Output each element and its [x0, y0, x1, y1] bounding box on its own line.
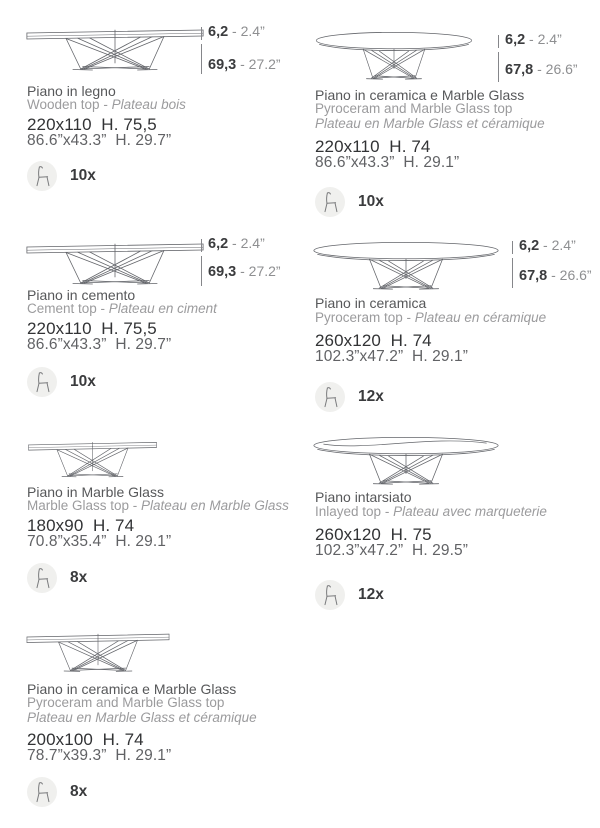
dimension-cm: 69,3 [208, 57, 237, 73]
size-imperial: 78.7”x39.3” H. 29.1” [27, 747, 172, 764]
chair-side-view-icon [27, 563, 57, 593]
product-name: Piano in ceramica e Marble Glass [27, 681, 237, 697]
seating-capacity [315, 382, 384, 412]
size-metric: 180x90 H. 74 [27, 516, 135, 535]
product-card-piano-in-ceramica [310, 236, 598, 436]
size-imperial: 86.6”x43.3” H. 29.7” [27, 132, 172, 149]
product-name: Piano in ceramica [315, 295, 427, 311]
subtitle-french: Plateau avec marqueterie [393, 504, 547, 519]
dimension-cm: 6,2 [208, 236, 229, 252]
dimension-inch: - 27.2” [236, 56, 281, 72]
chair-side-view-icon [315, 580, 345, 610]
rectangular-table-drawing [22, 18, 208, 76]
chair-badge [315, 580, 345, 610]
chair-side-view-icon [315, 382, 345, 412]
size-metric: 260x120 H. 74 [315, 331, 432, 350]
chair-side-view-icon [27, 777, 57, 807]
base-height-dimension [519, 268, 592, 284]
seat-count: 10x [70, 373, 96, 390]
seating-capacity [27, 367, 96, 397]
rectangular-table-drawing [23, 623, 173, 677]
product-subtitle: Inlayed top - Plateau avec marqueterie [315, 504, 547, 519]
dimension-cm: 6,2 [208, 24, 229, 40]
seat-count: 8x [70, 783, 88, 800]
chair-badge [315, 382, 345, 412]
top-thickness-dimension [208, 236, 265, 252]
size-imperial: 102.3”x47.2” H. 29.5” [315, 542, 468, 559]
dimension-inch: - 27.2” [236, 263, 281, 279]
subtitle-french-line2: Plateau en Marble Glass et céramique [315, 116, 545, 131]
product-subtitle [27, 696, 224, 710]
product-name: Piano in legno [27, 83, 116, 99]
base-height-dimension [208, 57, 281, 73]
dimension-annotation [198, 23, 288, 106]
dimension-line-icon [495, 35, 503, 83]
subtitle-french: Plateau en Marble Glass [141, 498, 289, 513]
seat-count: 12x [358, 586, 384, 603]
product-name: Piano in ceramica e Marble Glass [315, 87, 525, 103]
size-imperial: 86.6”x43.3” H. 29.7” [27, 336, 172, 353]
oval-table-drawing [310, 238, 502, 294]
seating-capacity [27, 563, 87, 593]
product-card-piano-in-ceramica-e-marble-glass-left [23, 621, 303, 821]
chair-side-view-icon [27, 367, 57, 397]
product-card-piano-in-cemento [22, 230, 302, 430]
product-card-piano-in-legno [22, 18, 302, 218]
dimension-line-icon [198, 27, 206, 75]
dimension-inch: - 2.4” [228, 23, 265, 39]
seating-capacity [27, 161, 96, 191]
product-subtitle: Cement top - Plateau en ciment [27, 301, 217, 316]
subtitle-english: Cement top [27, 301, 97, 316]
dimension-line-icon [509, 241, 517, 289]
dimension-cm: 6,2 [519, 238, 540, 254]
seat-count: 10x [70, 167, 96, 184]
subtitle-english: Inlayed top [315, 504, 382, 519]
seat-count: 8x [70, 569, 88, 586]
subtitle-french: Plateau en céramique [414, 310, 547, 325]
subtitle-french-line2: Plateau en Marble Glass et céramique [27, 710, 257, 725]
subtitle-french: Plateau en ciment [108, 301, 217, 316]
seating-capacity [315, 187, 384, 217]
dimension-cm: 6,2 [505, 32, 526, 48]
subtitle-english: Marble Glass top [27, 498, 130, 513]
subtitle-english: Wooden top [27, 97, 100, 112]
subtitle-english: Pyroceram and Marble Glass top [27, 695, 225, 710]
rectangular-table-drawing [22, 232, 208, 290]
size-imperial: 70.8”x35.4” H. 29.1” [27, 533, 172, 550]
chair-badge [27, 563, 57, 593]
dimension-inch: - 2.4” [539, 237, 576, 253]
dimension-inch: - 26.6” [547, 267, 592, 283]
product-subtitle [315, 102, 512, 116]
size-metric: 220x110 H. 75,5 [27, 115, 157, 134]
product-name: Piano intarsiato [315, 489, 412, 505]
seating-capacity [315, 580, 384, 610]
product-name: Piano in Marble Glass [27, 484, 164, 500]
dimension-annotation [509, 237, 599, 320]
dimension-inch: - 2.4” [228, 235, 265, 251]
size-metric: 200x100 H. 74 [27, 730, 144, 749]
seating-capacity [27, 777, 87, 807]
dimension-cm: 67,8 [519, 268, 548, 284]
seat-count: 12x [358, 388, 384, 405]
chair-badge [315, 187, 345, 217]
subtitle-english: Pyroceram top [315, 310, 403, 325]
oval-inlaid-table-drawing [310, 433, 502, 489]
dimension-inch: - 26.6” [533, 61, 578, 77]
base-height-dimension [505, 62, 578, 78]
size-metric: 260x120 H. 75 [315, 525, 432, 544]
product-subtitle: Wooden top - Plateau bois [27, 97, 186, 112]
size-imperial: 86.6”x43.3” H. 29.1” [315, 154, 460, 171]
size-metric: 220x110 H. 74 [315, 137, 431, 156]
product-subtitle: Pyroceram top - Plateau en céramique [315, 310, 547, 325]
product-name: Piano in cemento [27, 287, 136, 303]
chair-side-view-icon [27, 161, 57, 191]
top-thickness-dimension [519, 238, 576, 254]
base-height-dimension [208, 264, 281, 280]
subtitle-french: Plateau bois [111, 97, 186, 112]
top-thickness-dimension [505, 32, 562, 48]
chair-badge [27, 367, 57, 397]
product-card-piano-in-marble-glass [25, 430, 305, 620]
size-imperial: 102.3”x47.2” H. 29.1” [315, 348, 468, 365]
subtitle-english: Pyroceram and Marble Glass top [315, 101, 513, 116]
chair-side-view-icon [315, 187, 345, 217]
dimension-cm: 67,8 [505, 62, 534, 78]
oval-table-drawing [313, 28, 475, 84]
size-metric: 220x110 H. 75,5 [27, 319, 157, 338]
product-card-piano-in-ceramica-e-marble-glass-right [313, 26, 598, 231]
seat-count: 10x [358, 193, 384, 210]
rectangular-table-drawing [25, 432, 160, 482]
chair-badge [27, 777, 57, 807]
product-card-piano-intarsiato [310, 431, 598, 631]
dimension-inch: - 2.4” [525, 31, 562, 47]
top-thickness-dimension [208, 24, 265, 40]
dimension-line-icon [198, 239, 206, 287]
chair-badge [27, 161, 57, 191]
product-subtitle: Marble Glass top - Plateau en Marble Glass [27, 498, 289, 513]
dimension-cm: 69,3 [208, 264, 237, 280]
